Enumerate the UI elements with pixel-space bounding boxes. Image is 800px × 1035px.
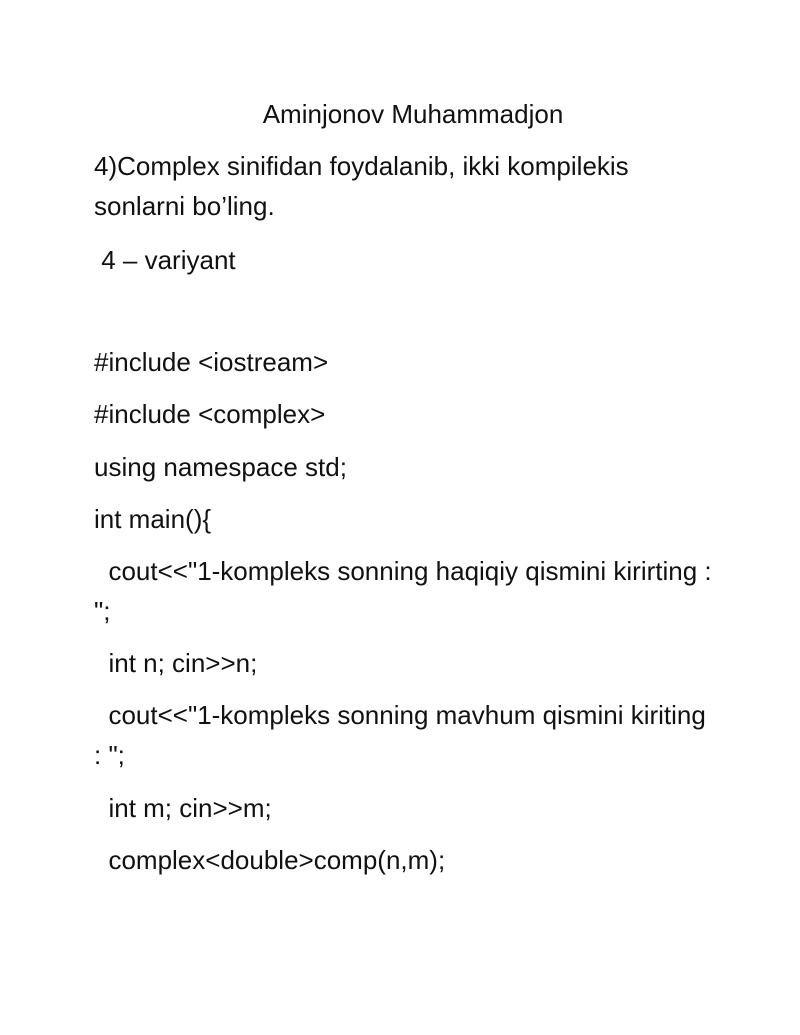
code-line-cin-m: int m; cin>>m; [94, 793, 272, 823]
code-line-include-iostream: #include <iostream> [94, 347, 329, 377]
author-name: Aminjonov Muhammadjon [262, 99, 564, 129]
code-line-main: int main(){ [94, 504, 212, 534]
task-statement: 4)Complex sinifidan foydalanib, ikki kompilekis sonlarni bo’ling. [94, 151, 636, 221]
code-line-using-namespace: using namespace std; [94, 452, 347, 482]
code-line-cout-real: cout<<"1-kompleks sonning haqiqiy qismini kirirting : "; [94, 556, 719, 626]
code-line-cout-imag: cout<<"1-kompleks sonning mavhum qismini kiriting : "; [94, 700, 728, 770]
code-line-complex-decl: complex<double>comp(n,m); [94, 845, 446, 875]
code-line-cin-n: int n; cin>>n; [94, 648, 258, 678]
code-line-include-complex: #include <complex> [94, 399, 326, 429]
variant-label: 4 – variyant [94, 245, 236, 275]
